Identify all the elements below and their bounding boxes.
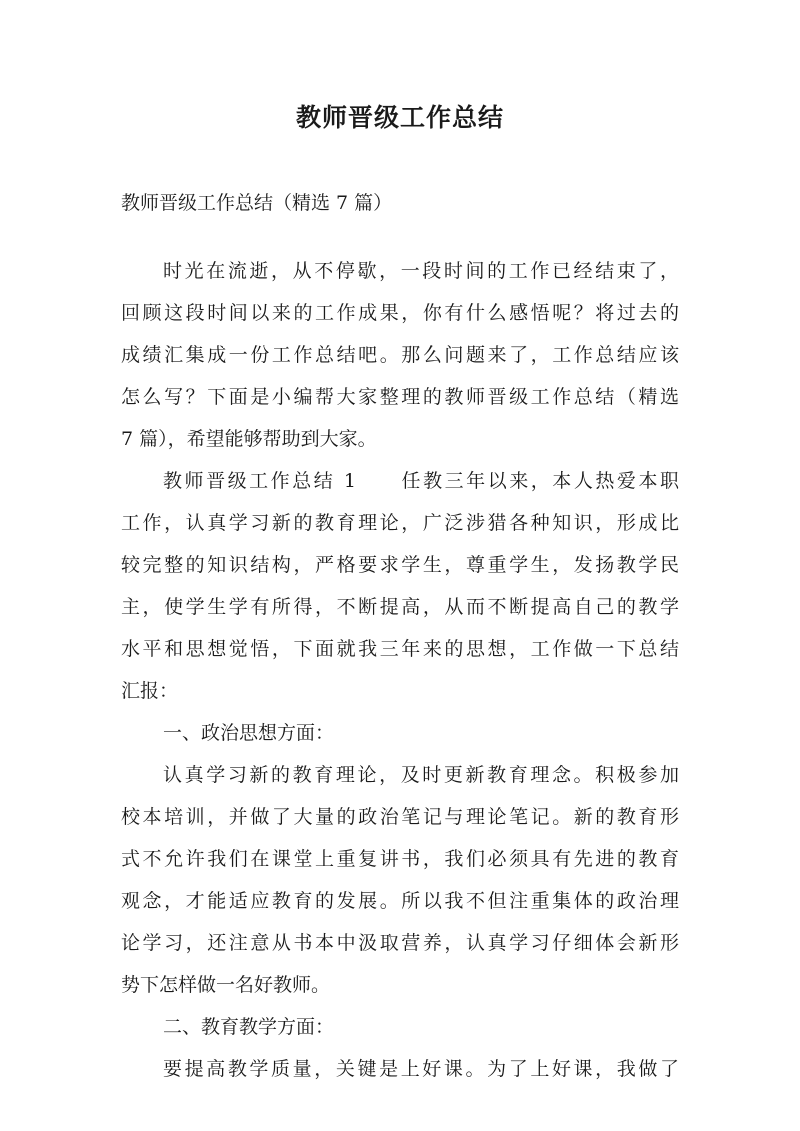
body-line: 要提高教学质量，关键是上好课。为了上好课，我做了 xyxy=(163,1058,679,1080)
body-line: 观念，才能适应教育的发展。所以我不但注重集体的政治理 xyxy=(121,890,679,912)
body-line: 成绩汇集成一份工作总结吧。那么问题来了，工作总结应该 xyxy=(121,344,679,366)
document-title: 教师晋级工作总结 xyxy=(295,103,504,132)
document-subtitle: 教师晋级工作总结（精选 7 篇） xyxy=(121,192,393,214)
body-line: 7 篇），希望能够帮助到大家。 xyxy=(121,428,377,450)
body-line: 势下怎样做一名好教师。 xyxy=(121,974,331,996)
body-line: 水平和思想觉悟，下面就我三年来的思想，工作做一下总结 xyxy=(121,638,679,660)
body-line: 主，使学生学有所得，不断提高，从而不断提高自己的教学 xyxy=(121,596,679,618)
section-heading: 一、政治思想方面： xyxy=(163,722,335,744)
body-line: 式不允许我们在课堂上重复讲书，我们必须具有先进的教育 xyxy=(121,848,679,870)
body-line: 汇报： xyxy=(121,680,179,702)
body-line: 校本培训，并做了大量的政治笔记与理论笔记。新的教育形 xyxy=(121,806,679,828)
body-line: 工作，认真学习新的教育理论，广泛涉猎各种知识，形成比 xyxy=(121,512,679,534)
body-line: 论学习，还注意从书本中汲取营养，认真学习仔细体会新形 xyxy=(121,932,679,954)
body-line: 回顾这段时间以来的工作成果，你有什么感悟呢？将过去的 xyxy=(121,302,679,324)
body-line: 怎么写？下面是小编帮大家整理的教师晋级工作总结（精选 xyxy=(121,386,679,408)
body-line: 认真学习新的教育理论，及时更新教育理念。积极参加 xyxy=(163,764,679,786)
section-heading-line: 教师晋级工作总结 1 任教三年以来，本人热爱本职 xyxy=(163,470,679,492)
body-line: 较完整的知识结构，严格要求学生，尊重学生，发扬教学民 xyxy=(121,554,679,576)
section-heading: 二、教育教学方面： xyxy=(163,1016,335,1038)
body-line: 时光在流逝，从不停歇，一段时间的工作已经结束了， xyxy=(163,260,679,282)
